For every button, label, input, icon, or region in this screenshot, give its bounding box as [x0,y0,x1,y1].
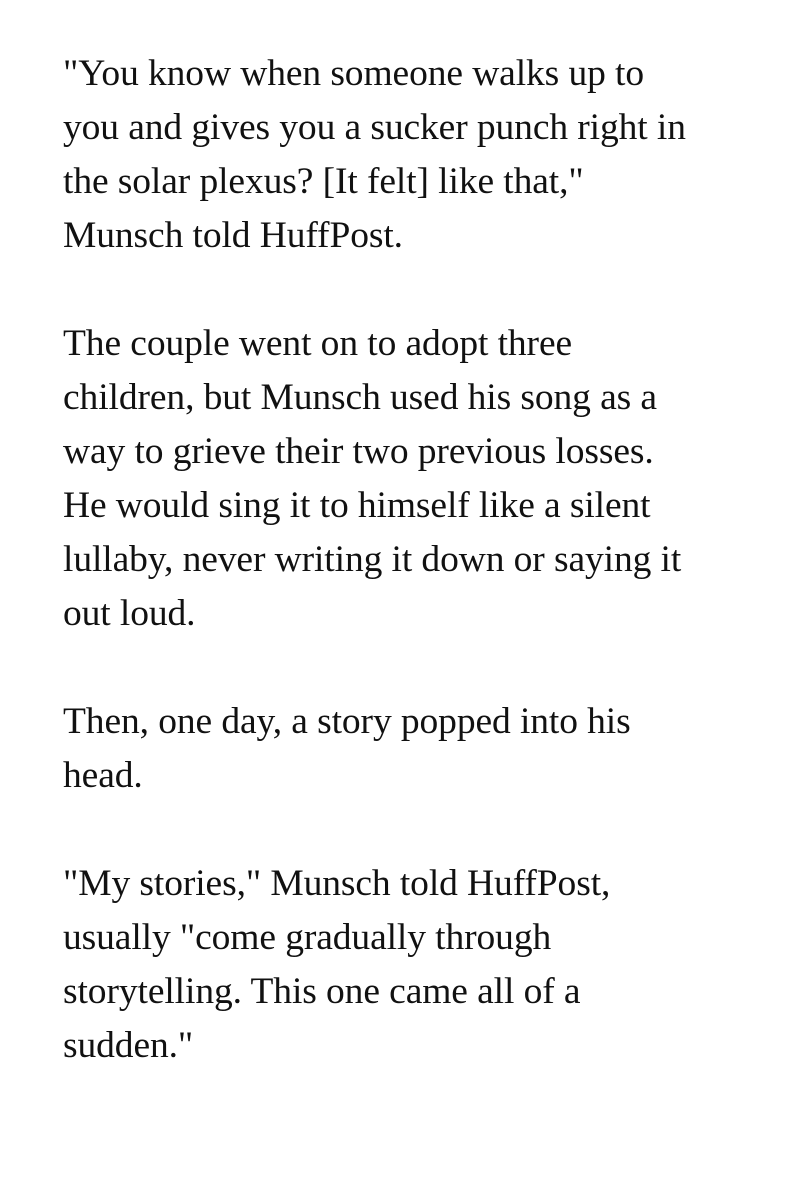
paragraph-adoption [63,317,763,641]
text-line: you and gives you a sucker punch right in [63,107,686,148]
text-line: Then, one day, a story popped into his [63,701,631,742]
text-line: children, but Munsch used his song as a [63,377,657,418]
text-line: out loud. [63,593,196,634]
text-line: lullaby, never writing it down or saying it [63,539,682,580]
text-line: Munsch told HuffPost. [63,215,403,256]
text-line: the solar plexus? [It felt] like that," [63,161,584,202]
text-line: storytelling. This one came all of a [63,971,581,1012]
text-line: usually "come gradually through [63,917,552,958]
text-line: "My stories," Munsch told HuffPost, [63,863,611,904]
paragraph-quote-my-stories [63,857,763,1073]
article-body [63,47,763,1073]
text-line: sudden." [63,1025,194,1066]
text-line: "You know when someone walks up to [63,53,644,94]
text-line: The couple went on to adopt three [63,323,573,364]
paragraph-story-popped [63,695,763,803]
paragraph-quote-sucker-punch [63,47,763,263]
text-line: way to grieve their two previous losses. [63,431,654,472]
text-line: He would sing it to himself like a silent [63,485,651,526]
text-line: head. [63,755,143,796]
